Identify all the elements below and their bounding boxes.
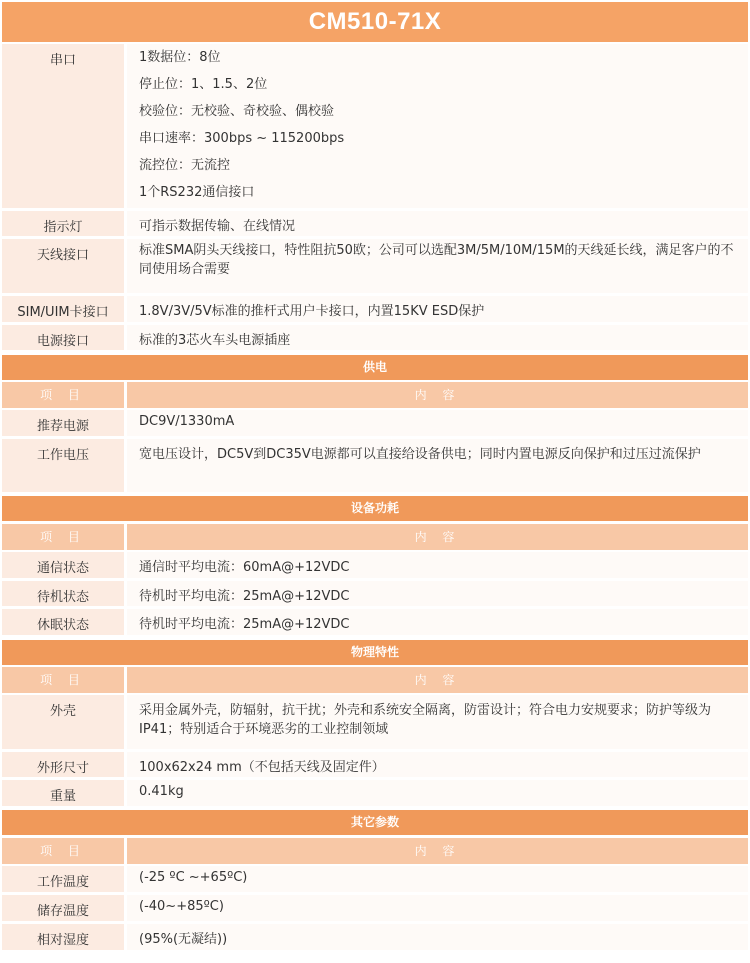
row-value: 1.8V/3V/5V标准的推杆式用户卡接口，内置15KV ESD保护 <box>127 296 748 325</box>
section-title-supply: 供电 <box>2 355 748 380</box>
header-content: 内 容 <box>127 838 748 864</box>
row-label: 天线接口 <box>2 239 127 296</box>
row-label: 外形尺寸 <box>2 752 127 780</box>
row-value: 标准的3芯火车头电源插座 <box>127 325 748 353</box>
spec-row <box>2 695 748 752</box>
spec-row <box>2 552 748 581</box>
row-label: 串口 <box>2 44 127 211</box>
spec-row <box>2 410 748 439</box>
header-content: 内 容 <box>127 382 748 408</box>
serial-line: 1数据位：8位 <box>139 50 221 65</box>
row-value: 100x62x24 mm（不包括天线及固定件） <box>127 752 748 780</box>
row-label: 重量 <box>2 780 127 809</box>
header-content: 内 容 <box>127 667 748 693</box>
row-label: 外壳 <box>2 695 127 752</box>
row-value: 可指示数据传输、在线情况 <box>127 211 748 239</box>
table-header <box>2 382 748 408</box>
serial-line: 串口速率：300bps ~ 115200bps <box>139 131 345 146</box>
row-label: 工作电压 <box>2 439 127 495</box>
row-label: 待机状态 <box>2 581 127 609</box>
row-label: 工作温度 <box>2 866 127 895</box>
spec-row-power-port <box>2 325 748 353</box>
row-label: 通信状态 <box>2 552 127 581</box>
serial-line: 1个RS232通信接口 <box>139 185 255 200</box>
page-title: CM510-71X <box>2 2 748 42</box>
section-title-physical: 物理特性 <box>2 640 748 665</box>
table-header <box>2 838 748 864</box>
header-item: 项 目 <box>2 667 127 693</box>
header-item: 项 目 <box>2 382 127 408</box>
row-value: 通信时平均电流：60mA@+12VDC <box>127 552 748 581</box>
spec-row-indicator <box>2 211 748 239</box>
spec-row <box>2 780 748 809</box>
row-value: (-40~+85ºC) <box>127 895 748 924</box>
row-value: (95%(无凝结)) <box>127 924 748 953</box>
table-header <box>2 524 748 550</box>
row-value: 待机时平均电流：25mA@+12VDC <box>127 581 748 609</box>
row-label: 指示灯 <box>2 211 127 239</box>
row-label: 推荐电源 <box>2 410 127 439</box>
spec-row-antenna <box>2 239 748 296</box>
header-item: 项 目 <box>2 838 127 864</box>
serial-line: 流控位：无流控 <box>139 158 231 173</box>
header-item: 项 目 <box>2 524 127 550</box>
spec-row <box>2 581 748 609</box>
row-label: SIM/UIM卡接口 <box>2 296 127 325</box>
row-label: 相对湿度 <box>2 924 127 953</box>
row-value: 0.41kg <box>127 780 748 809</box>
row-label: 储存温度 <box>2 895 127 924</box>
row-value: 采用金属外壳，防辐射，抗干扰；外壳和系统安全隔离，防雷设计；符合电力安规要求；防护等级为IP41；特别适合于环境恶劣的工业控制领域 <box>127 695 748 752</box>
row-label: 休眠状态 <box>2 609 127 638</box>
row-value: (-25 ºC ~+65ºC) <box>127 866 748 895</box>
spec-row <box>2 924 748 953</box>
row-value: 宽电压设计，DC5V到DC35V电源都可以直接给设备供电；同时内置电源反向保护和过压过流保护 <box>127 439 748 495</box>
row-value: 待机时平均电流：25mA@+12VDC <box>127 609 748 638</box>
spec-row <box>2 609 748 638</box>
section-title-consumption: 设备功耗 <box>2 496 748 521</box>
spec-row-sim <box>2 296 748 325</box>
section-title-other: 其它参数 <box>2 810 748 835</box>
spec-row-serial <box>2 44 748 211</box>
spec-row <box>2 439 748 495</box>
row-value: DC9V/1330mA <box>127 410 748 439</box>
spec-row <box>2 866 748 895</box>
row-label: 电源接口 <box>2 325 127 353</box>
header-content: 内 容 <box>127 524 748 550</box>
row-value <box>127 44 748 211</box>
serial-line: 校验位：无校验、奇校验、偶校验 <box>139 104 335 119</box>
table-header <box>2 667 748 693</box>
row-value: 标准SMA阴头天线接口，特性阻抗50欧；公司可以选配3M/5M/10M/15M的天线延长线，满足客户的不同使用场合需要 <box>127 239 748 296</box>
serial-line: 停止位：1、1.5、2位 <box>139 77 268 92</box>
spec-row <box>2 895 748 924</box>
spec-row <box>2 752 748 780</box>
